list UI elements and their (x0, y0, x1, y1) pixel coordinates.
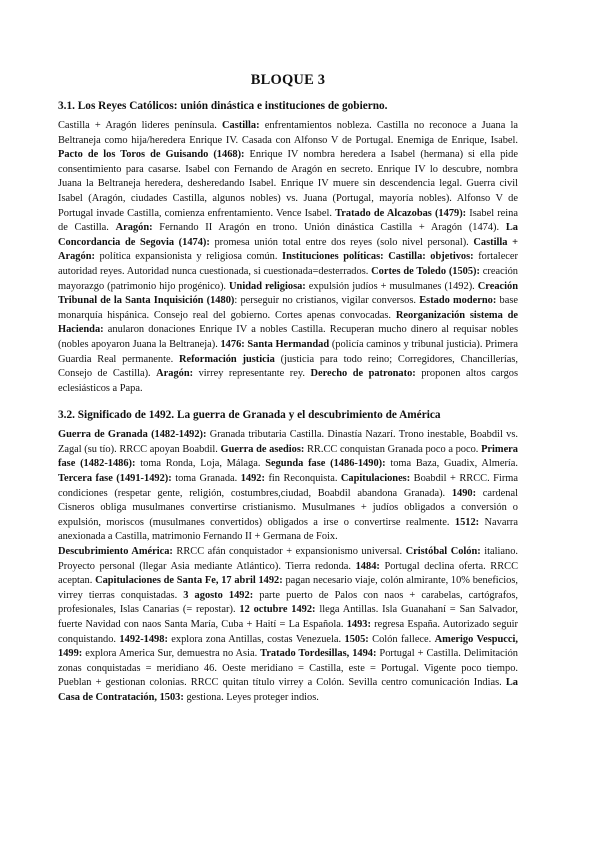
bold-term: 1484: (355, 560, 380, 572)
bold-term: Tratado Tordesillas, 1494: (260, 648, 377, 660)
text-run: Boabdil + RRCC. Firma condiciones (respetar gente, religión, costumbres,ciudad, Boabdil abandona Granada). (58, 473, 518, 499)
text-run: enfrentamientos nobleza. Castilla no reconoce a Juana la Beltraneja como hija/heredera Enrique IV. Casada con Alfonso V de Portugal. Enemiga de Enrique, Isabel. (58, 120, 518, 146)
text-run: toma Granada. (171, 473, 241, 485)
bold-term: Cristóbal Colón: (405, 546, 481, 558)
bold-term: Aragón: (156, 368, 194, 380)
text-run: toma Baza, Guadix, Almería. (385, 458, 519, 470)
section-3-1-paragraph-1 (58, 119, 518, 396)
text-run: RRCC afán conquistador + expansionismo universal. (172, 546, 406, 558)
text-run: Fernando II Aragón en trono. Unión dinástica Castilla + Aragón (1474). (152, 222, 506, 234)
text-run: parte puerto de Palos con naos + carabelas, cartógrafos, profesionales, Islas Canarias (= repostar). (58, 589, 518, 616)
bold-term: Segunda fase (1486-1490): (265, 458, 386, 470)
text-run: cardenal Cisneros obliga musulmanes convertirse cristianismo. Musulmanes + judíos obligados a conversión o expulsión, moriscos (musulmanes convertidos) obligados a irse o convertirse realmente. (58, 487, 518, 528)
bold-term: Derecho de patronato: (310, 368, 416, 380)
bold-term: Primera fase (1482-1486): (58, 443, 518, 470)
section-spacer (58, 396, 518, 408)
bold-term: La Concordancia de Segovia (1474): (58, 222, 518, 248)
bold-term: Creación Tribunal de la Santa Inquisición (1480) (58, 280, 518, 307)
bold-term: Reformación justicia (178, 353, 275, 365)
text-run: explora America Sur, demuestra no Asia. (82, 648, 261, 660)
bold-term: Estado moderno: (419, 295, 497, 307)
text-run: gestiona. Leyes proteger indios. (183, 691, 319, 703)
text-run: : perseguir no cristianos, vigilar conversos. (234, 295, 420, 307)
bold-term: Descubrimiento América: (58, 546, 173, 558)
text-run: expulsión judíos + musulmanes (1492). (305, 280, 478, 292)
text-run: fortalecer autoridad reyes. Autoridad nunca cuestionada, si cuestionada=desterrados. (58, 251, 518, 277)
page-title: BLOQUE 3 (250, 72, 326, 88)
text-run: regresa España. Autorizado seguir conquistando. (58, 619, 518, 645)
section-heading-3-1: 3.1. Los Reyes Católicos: unión dinástica e instituciones de gobierno. (58, 100, 388, 112)
section-3-2-paragraph-1 (58, 428, 518, 545)
section-3-2-paragraph-2 (58, 545, 518, 706)
text-run: toma Ronda, Loja, Málaga. (135, 458, 266, 470)
bold-term: La Casa de Contratación, 1503: (58, 677, 518, 703)
bold-term: Amerigo Vespucci, 1499: (58, 633, 519, 660)
text-run: explora zona Antillas, costas Venezuela. (167, 633, 345, 645)
bold-term: 1492: (240, 473, 265, 485)
text-run: italiano. Proyecto personal (llegar Asia mediante Atlántico). Tierra redonda. (58, 546, 518, 572)
text-run: Portugal + Castilla. Delimitación zonas conquistadas = meridiano 46. Oeste meridiano = Castilla, este = Portugal. Vigente poco tiempo. Pueblan + gestionan colonias. RRCC quitan título virrey a Colón. Sevilla centro comunicación Indias. (58, 648, 519, 689)
text-run: Granada tributaria Castilla. Dinastía Nazarí. Trono inestable, Boabdil vs. Zagal (su tío). RRCC apoyan Boabdil. (58, 429, 518, 455)
text-run: política expansionista y religiosa común. (94, 251, 283, 263)
bold-term: Instituciones políticas: Castilla: objetivos: (282, 251, 474, 263)
bold-term: Guerra de asedios: (220, 443, 305, 455)
text-run: Colón fallece. (368, 633, 435, 645)
bold-term: 1476: Santa Hermandad (220, 338, 330, 350)
text-run: Portugal declina oferta. RRCC aceptan. (58, 560, 518, 587)
text-run: Isabel reina de Castilla. (58, 207, 518, 234)
text-run: Castilla + Aragón lideres península. (58, 120, 223, 131)
bold-term: 1512: (454, 516, 480, 528)
bold-term: Capitulaciones de Santa Fe, 17 abril 1492: (95, 575, 283, 587)
bold-term: Capitulaciones: (340, 473, 411, 485)
bold-term: Castilla + Aragón: (58, 236, 518, 263)
bold-term: Unidad religiosa: (229, 280, 306, 292)
bold-term: Aragón: (115, 222, 153, 234)
text-run: fin Reconquista. (264, 473, 341, 485)
bold-term: 1505: (344, 633, 369, 645)
bold-term: Pacto de los Toros de Guisando (1468): (58, 149, 245, 161)
bold-term: 12 octubre 1492: (239, 604, 316, 616)
bold-term: Tratado de Alcazobas (1479): (335, 207, 467, 219)
text-run: Enrique IV nombra heredera a Isabel (hermana) si ella pide consentimiento para casarse. Isabel con Fernando de Aragón en secreto. Enrique IV lo descubre, nombra Juana la Beltraneja heredera, desheredando Isabel. Enrique IV muere sin descendencia legal. Guerra civil Isabel (Aragón, ciudades Castilla, algunos nobles) vs. Juana (Portugal, mayoría nobles). Alfonso V de Portugal invade Castilla, comienza enfrentamiento. Vence Isabel. (58, 149, 518, 219)
text-run: base monarquía hispánica. Consejo real del gobierno. Cortes apenas convocadas. (58, 295, 518, 321)
section-heading-3-2: 3.2. Significado de 1492. La guerra de Granada y el descubrimiento de América (58, 409, 441, 422)
text-run: Navarra anexionada a Castilla, matrimonio Fernando II + Germana de Foix. (58, 516, 518, 543)
text-run: promesa unión total entre dos reyes (solo nivel personal). (209, 236, 474, 248)
text-run: anularon donaciones Enrique IV a nobles Castilla. Recuperan mucho dinero al requisar nobles (nobles apoyaron Juana la Beltraneja). (58, 324, 518, 350)
bold-term: 1490: (451, 487, 477, 499)
text-run: virrey representante rey. (193, 368, 311, 380)
text-run: proponen altos cargos eclesiásticos a Papa. (58, 368, 519, 394)
text-run: (policía caminos y tribunal justicia). Primera Guardia Real permanente. (58, 338, 518, 365)
text-run: llega Antillas. Isla Guanahaní = San Salvador, fuerte Navidad con naos Santa María, Cuba + Haití = La Española. (58, 604, 518, 630)
text-run: (justicia para todo reino; Corregidores, Chancillerías, Consejo de Castilla). (58, 353, 518, 380)
text-run: creación mayorazgo (patrimonio hijo progénico). (58, 265, 518, 292)
bold-term: Reorganización sistema de Hacienda: (58, 309, 518, 336)
bold-term: Tercera fase (1491-1492): (58, 473, 172, 485)
bold-term: Guerra de Granada (1482-1492): (58, 429, 207, 441)
bold-term: 1493: (346, 619, 371, 630)
bold-term: Cortes de Toledo (1505): (371, 265, 480, 277)
bold-term: 3 agosto 1492: (183, 589, 254, 601)
bold-term: 1492-1498: (119, 633, 168, 645)
bold-term: Castilla: (222, 120, 260, 131)
text-run: pagan necesario viaje, colón almirante, 10% beneficios, virrey tierras conquistadas. (58, 575, 518, 601)
text-run: RR.CC conquistan Granada poco a poco. (304, 443, 482, 455)
